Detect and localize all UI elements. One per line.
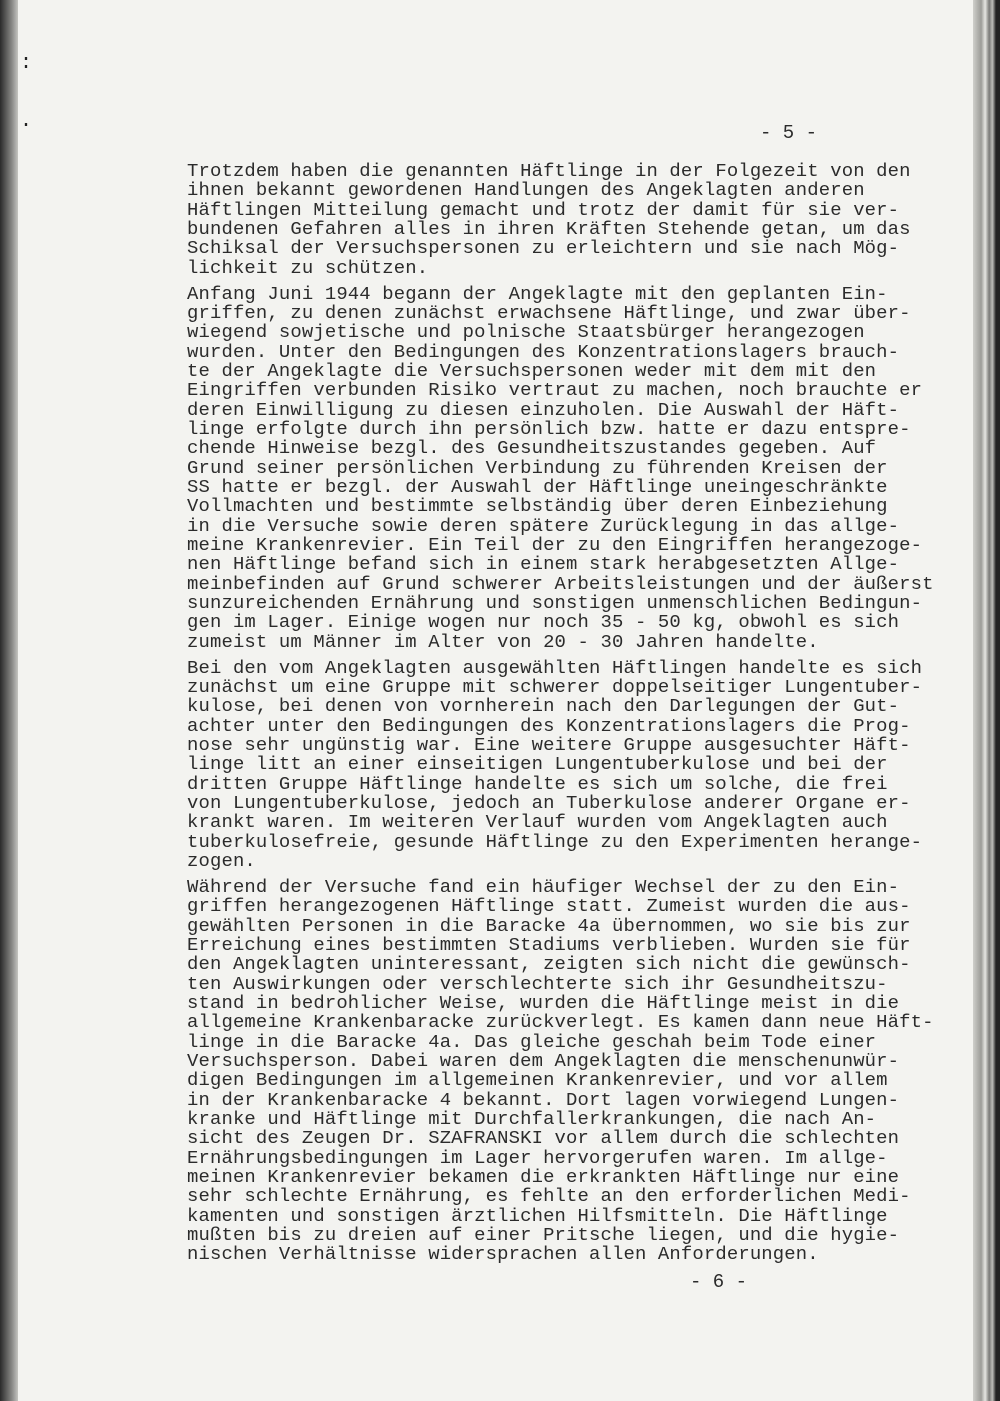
page-number-top: - 5 - [760,122,818,144]
text-line: sicht des Zeugen Dr. SZAFRANSKI vor allem durch die schlechten [187,1127,900,1150]
text-line: Anfang Juni 1944 begann der Angeklagte mit den geplanten Ein- [187,282,888,305]
text-line: linge litt an einer einseitigen Lungentuberkulose und bei der [187,753,888,776]
text-line: Bei den vom Angeklagten ausgewählten Häftlingen handelte es sich [187,656,923,679]
paragraph [187,656,934,873]
text-line: griffen, zu denen zunächst erwachsene Häftlinge, und zwar über- [187,301,911,324]
text-line: digen Bedingungen im allgemeinen Krankenrevier, und vor allem [187,1069,888,1092]
text-line: nischen Verhältnisse widersprachen allen Anforderungen. [187,1243,819,1266]
text-line: Häftlingen Mitteilung gemacht und trotz der damit für sie ver- [187,198,900,221]
text-line: achter unter den Bedingungen des Konzentrationslagers die Prog- [187,714,911,737]
text-line: kamenten und sonstigen ärztlichen Hilfsmitteln. Die Häftlinge [187,1204,888,1227]
text-line: linge in die Baracke 4a. Das gleiche geschah beim Tode einer [187,1030,877,1053]
paragraph [187,162,934,278]
text-line: mußten bis zu dreien auf einer Pritsche liegen, und die hygie- [187,1224,900,1247]
paragraph [187,875,934,1266]
text-line: ihnen bekannt gewordenen Handlungen des Angeklagten anderen [187,179,865,202]
text-line: krankt waren. Im weiteren Verlauf wurden vom Angeklagten auch [187,811,888,834]
text-line: stand in bedrohlicher Weise, wurden die Häftlinge meist in die [187,991,900,1014]
text-line: Versuchsperson. Dabei waren dem Angeklagten die menschenunwür- [187,1049,900,1072]
text-line: zunächst um eine Gruppe mit schwerer doppelseitiger Lungentuber- [187,675,923,698]
margin-mark: : [20,52,33,75]
document-body [187,162,934,1271]
text-line: tuberkulosefreie, gesunde Häftlinge zu den Experimenten herange- [187,830,923,853]
page-number-bottom: - 6 - [690,1271,748,1293]
text-line: te der Angeklagte die Versuchspersonen weder mit dem mit den [187,359,877,382]
text-line: wurden. Unter den Bedingungen des Konzentrationslagers brauch- [187,340,900,363]
text-line: deren Einwilligung zu diesen einzuholen. Die Auswahl der Häft- [187,398,900,421]
text-line: wiegend sowjetische und polnische Staatsbürger herangezogen [187,321,865,344]
text-line: Erreichung eines bestimmten Stadiums verblieben. Wurden sie für [187,933,911,956]
text-line: zumeist um Männer im Alter von 20 - 30 Jahren handelte. [187,630,819,653]
text-line: Schiksal der Versuchspersonen zu erleichtern und sie nach Mög- [187,237,900,260]
text-line: dritten Gruppe Häftlinge handelte es sich um solche, die frei [187,772,888,795]
text-line: nose sehr ungünstig war. Eine weitere Gruppe ausgesuchter Häft- [187,733,911,756]
binding-edge [0,0,20,1401]
text-line: kranke und Häftlinge mit Durchfallerkrankungen, die nach An- [187,1108,877,1130]
text-line: bundenen Gefahren alles in ihren Kräften Stehende getan, um das [187,218,911,241]
text-line: in die Versuche sowie deren spätere Zurücklegung in das allge- [187,514,900,537]
text-line: sunzureichenden Ernährung und sonstigen unmenschlichen Bedingun- [187,592,923,615]
text-line: meinbefinden auf Grund schwerer Arbeitsleistungen und der äußerst [187,572,934,595]
text-line: Eingriffen verbunden Risiko vertraut zu machen, noch brauchte er [187,379,923,402]
text-line: meinen Krankenrevier bekamen die erkrankten Häftlinge nur eine [187,1166,900,1189]
text-line: Während der Versuche fand ein häufiger Wechsel der zu den Ein- [187,875,900,898]
text-line: allgemeine Krankenbaracke zurückverlegt. Es kamen dann neue Häft- [187,1011,934,1034]
text-line: lichkeit zu schützen. [187,256,429,279]
text-line: von Lungentuberkulose, jedoch an Tuberkulose anderer Organe er- [187,792,911,814]
text-line: Ernährungsbedingungen im Lager hervorgerufen waren. Im allge- [187,1146,888,1169]
text-line: gewählten Personen in die Baracke 4a übernommen, wo sie bis zur [187,914,911,937]
text-line: Grund seiner persönlichen Verbindung zu führenden Kreisen der [187,456,888,479]
text-line: kulose, bei denen von vornherein nach den Darlegungen der Gut- [187,695,900,718]
text-line: in der Krankenbaracke 4 bekannt. Dort lagen vorwiegend Lungen- [187,1088,900,1111]
text-line: meine Krankenrevier. Ein Teil der zu den Eingriffen herangezoge- [187,534,923,557]
text-line: Vollmachten und bestimmte selbständig über deren Einbeziehung [187,495,888,518]
text-line: linge erfolgte durch ihn persönlich bzw. hatte er dazu entspre- [187,417,911,440]
text-line: zogen. [187,850,256,873]
text-line: gen im Lager. Einige wogen nur noch 35 - 50 kg, obwohl es sich [187,611,900,634]
text-line: sehr schlechte Ernährung, es fehlte an den erforderlichen Medi- [187,1185,911,1208]
text-line: griffen herangezogenen Häftlinge statt. Zumeist wurden die aus- [187,895,911,918]
text-line: SS hatte er bezgl. der Auswahl der Häftlinge uneingeschränkte [187,476,888,498]
text-line: nen Häftlinge befand sich in einem stark herabgesetzten Allge- [187,553,900,576]
text-line: Trotzdem haben die genannten Häftlinge in der Folgezeit von den [187,160,911,182]
paragraph [187,282,934,653]
text-line: den Angeklagten uninteressant, zeigten sich nicht die gewünsch- [187,953,911,976]
page-stack-edge [973,0,1000,1401]
text-line: ten Auswirkungen oder verschlechterte sich ihr Gesundheitszu- [187,972,888,995]
margin-mark: . [20,110,33,133]
text-line: chende Hinweise bezgl. des Gesundheitszustandes gegeben. Auf [187,437,877,460]
